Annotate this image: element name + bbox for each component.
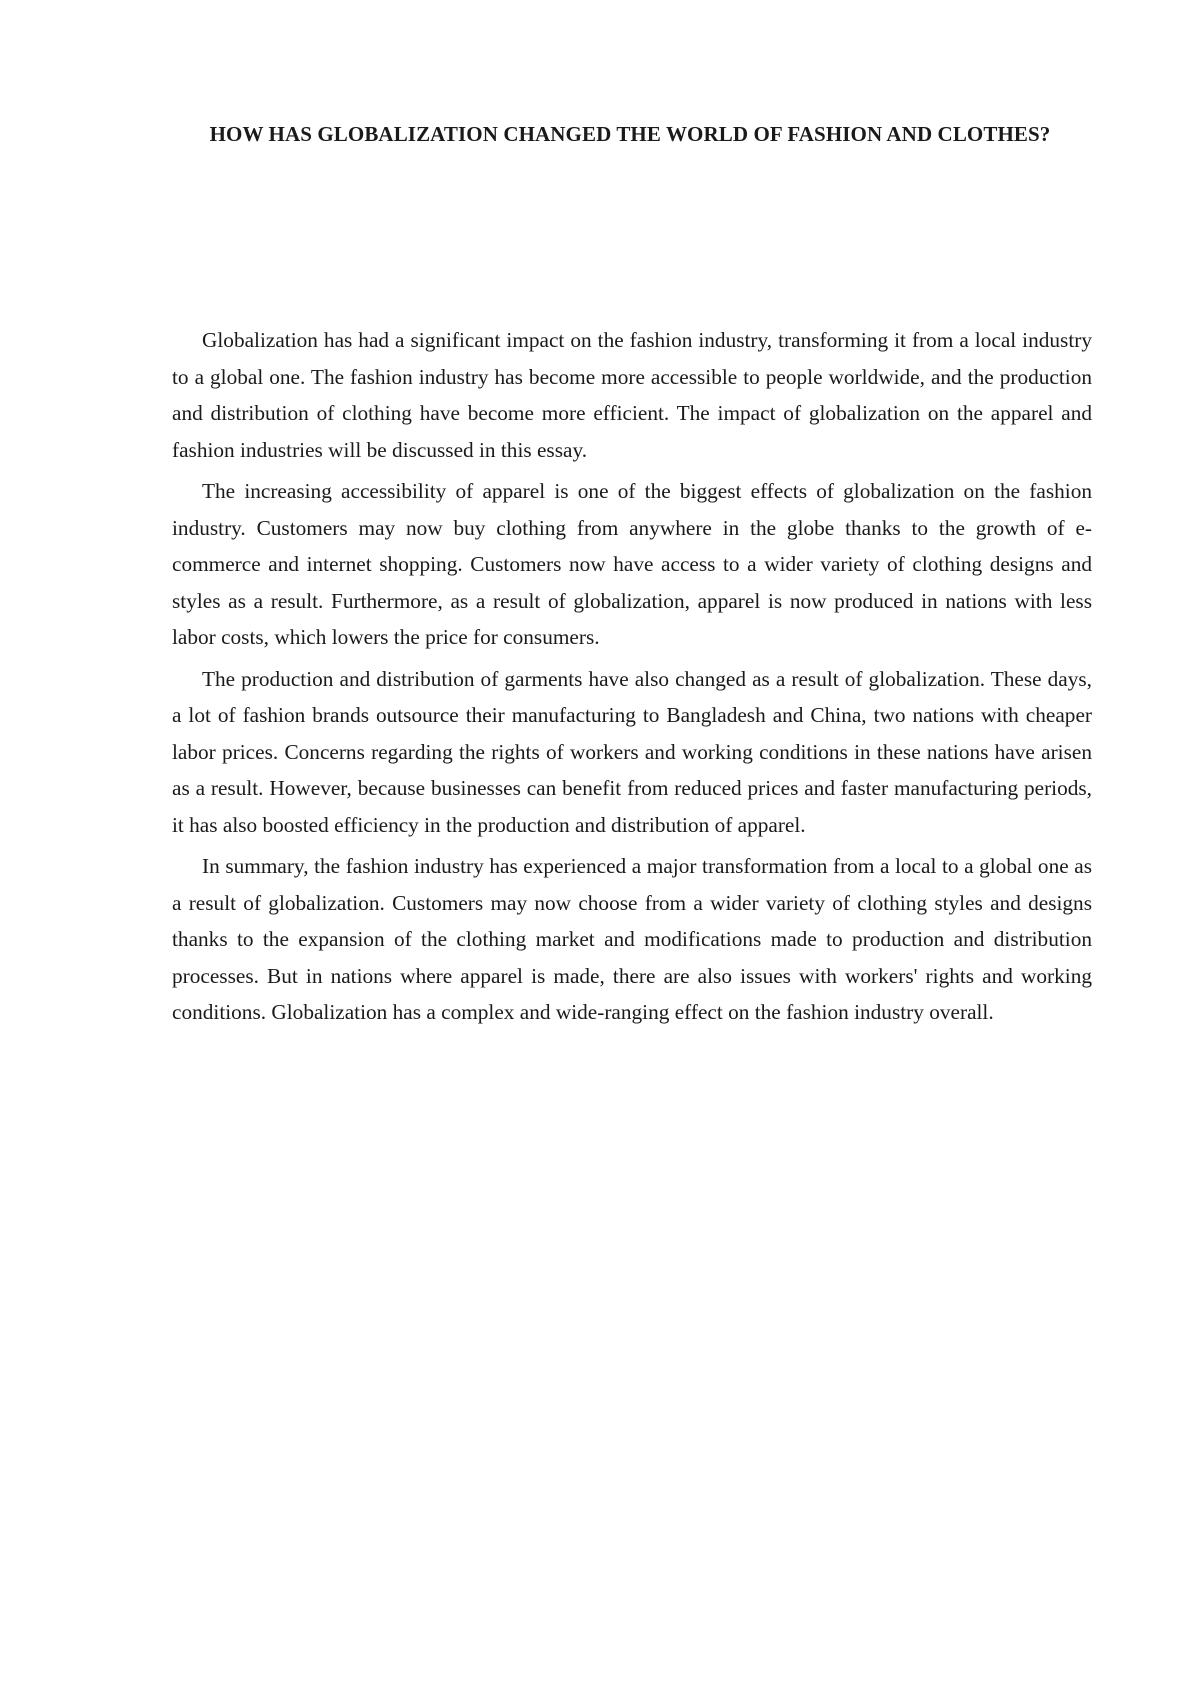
paragraph-summary: In summary, the fashion industry has experienced a major transformation from a local to a global one as a result of globalization. Customers may now choose from a wider variety of clothing styles and designs thanks to the expansion of the clothing market and modifications made to production and distribution processes. But in nations where apparel is made, there are also issues with workers' rights and working conditions. Globalization has a complex and wide-ranging effect on the fashion industry overall.	[172, 854, 1092, 1024]
paragraph-intro: Globalization has had a significant impact on the fashion industry, transforming it from a local industry to a global one. The fashion industry has become more accessible to people worldwide, and the production and distribution of clothing have become more efficient. The impact of globalization on the apparel and fashion industries will be discussed in this essay.	[172, 328, 1092, 462]
document-body	[172, 322, 1092, 1036]
paragraph-accessibility: The increasing accessibility of apparel is one of the biggest effects of globalization on the fashion industry. Customers may now buy clothing from anywhere in the globe thanks to the growth of e-commerce and internet shopping. Customers now have access to a wider variety of clothing designs and styles as a result. Furthermore, as a result of globalization, apparel is now produced in nations with less labor costs, which lowers the price for consumers.	[172, 479, 1092, 649]
paragraph-production: The production and distribution of garments have also changed as a result of globalization. These days, a lot of fashion brands outsource their manufacturing to Bangladesh and China, two nations with cheaper labor prices. Concerns regarding the rights of workers and working conditions in these nations have arisen as a result. However, because businesses can benefit from reduced prices and faster manufacturing periods, it has also boosted efficiency in the production and distribution of apparel.	[172, 666, 1092, 837]
document-title: HOW HAS GLOBALIZATION CHANGED THE WORLD OF FASHION AND CLOTHES?	[209, 122, 1051, 146]
